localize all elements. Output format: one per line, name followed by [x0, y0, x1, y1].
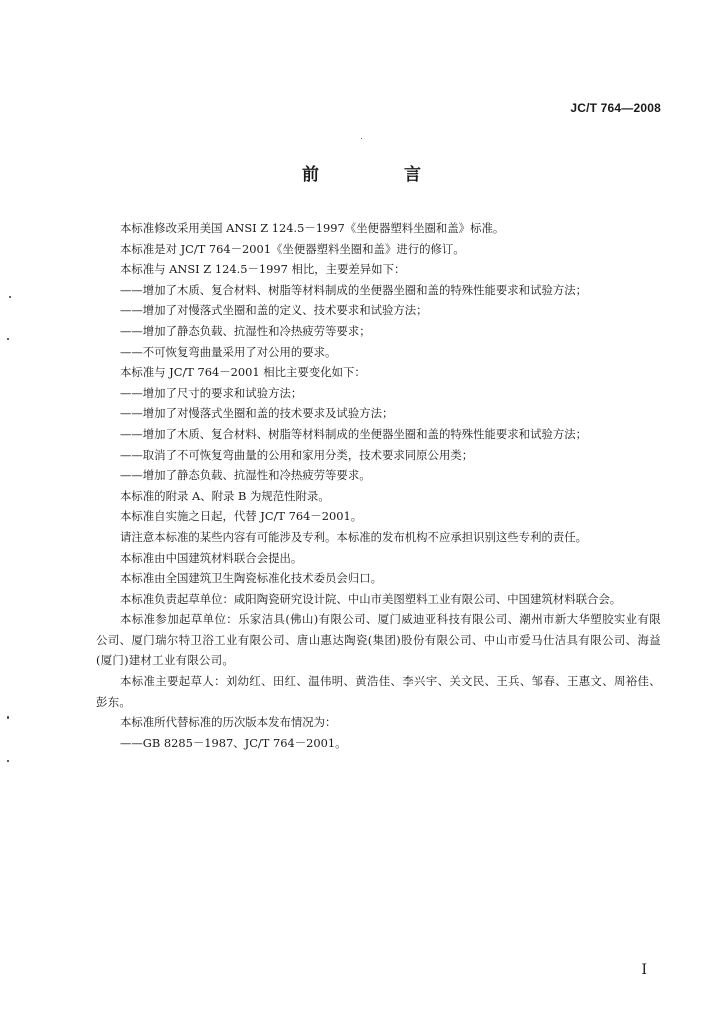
- paragraph: 本标准参加起草单位：乐家洁具(佛山)有限公司、厦门威迪亚科技有限公司、潮州市新大华塑胶实业有限公司、厦门瑞尔特卫浴工业有限公司、唐山惠达陶瓷(集团)股份有限公司、中山市爱马仕洁具有限公司、海益(厦门)建材工业有限公司。: [96, 612, 661, 668]
- paragraph: 请注意本标准的某些内容有可能涉及专利。本标准的发布机构不应承担识别这些专利的责任。: [120, 529, 588, 544]
- scan-speck: [7, 716, 9, 719]
- list-item: ——增加了静态负载、抗湿性和冷热疲劳等要求。: [120, 468, 371, 483]
- scan-speck: [7, 338, 9, 340]
- paragraph: 本标准负责起草单位：咸阳陶瓷研究设计院、中山市美图塑料工业有限公司、中国建筑材料联合会。: [120, 591, 622, 606]
- paragraph: 本标准由全国建筑卫生陶瓷标准化技术委员会归口。: [120, 571, 382, 586]
- paragraph: 本标准是对 JC/T 764－2001《坐便器塑料坐圈和盖》进行的修订。: [120, 241, 465, 256]
- page-number: I: [641, 962, 647, 978]
- scan-speck: [361, 138, 362, 139]
- list-item: ——不可恢复弯曲量采用了对公用的要求。: [120, 344, 337, 359]
- scan-speck: [7, 760, 9, 762]
- paragraph: 本标准所代替标准的历次版本发布情况为：: [120, 715, 337, 730]
- paragraph: 本标准由中国建筑材料联合会提出。: [120, 550, 303, 565]
- list-item: ——增加了木质、复合材料、树脂等材料制成的坐便器坐圈和盖的特殊性能要求和试验方法；: [120, 282, 588, 297]
- page-title: 前 言: [302, 165, 455, 185]
- list-item: ——增加了木质、复合材料、树脂等材料制成的坐便器坐圈和盖的特殊性能要求和试验方法；: [120, 426, 588, 441]
- list-item: ——增加了静态负载、抗湿性和冷热疲劳等要求；: [120, 323, 371, 338]
- foreword-body: [96, 218, 661, 753]
- paragraph: 本标准修改采用美国 ANSI Z 124.5－1997《坐便器塑料坐圈和盖》标准。: [120, 221, 505, 235]
- paragraph: 本标准的附录 A、附录 B 为规范性附录。: [120, 488, 330, 503]
- list-item: ——取消了不可恢复弯曲量的公用和家用分类，技术要求同原公用类；: [120, 447, 474, 462]
- paragraph: 本标准与 ANSI Z 124.5－1997 相比，主要差异如下：: [120, 262, 406, 277]
- list-item: ——增加了尺寸的要求和试验方法；: [120, 385, 303, 400]
- paragraph: 本标准自实施之日起，代替 JC/T 764－2001。: [120, 509, 363, 524]
- paragraph: 本标准与 JC/T 764－2001 相比主要变化如下：: [120, 365, 366, 380]
- paragraph: 本标准主要起草人：刘幼红、田红、温伟明、黄浩佳、李兴宇、关文民、王兵、邹春、王惠文、周裕佳、彭东。: [96, 674, 661, 709]
- list-item: ——增加了对慢落式坐圈和盖的技术要求及试验方法；: [120, 406, 394, 421]
- list-item: ——GB 8285－1987、JC/T 764－2001。: [120, 735, 347, 750]
- standard-code: JC/T 764—2008: [570, 101, 661, 115]
- list-item: ——增加了对慢落式坐圈和盖的定义、技术要求和试验方法；: [120, 303, 428, 318]
- scan-speck: [9, 296, 11, 298]
